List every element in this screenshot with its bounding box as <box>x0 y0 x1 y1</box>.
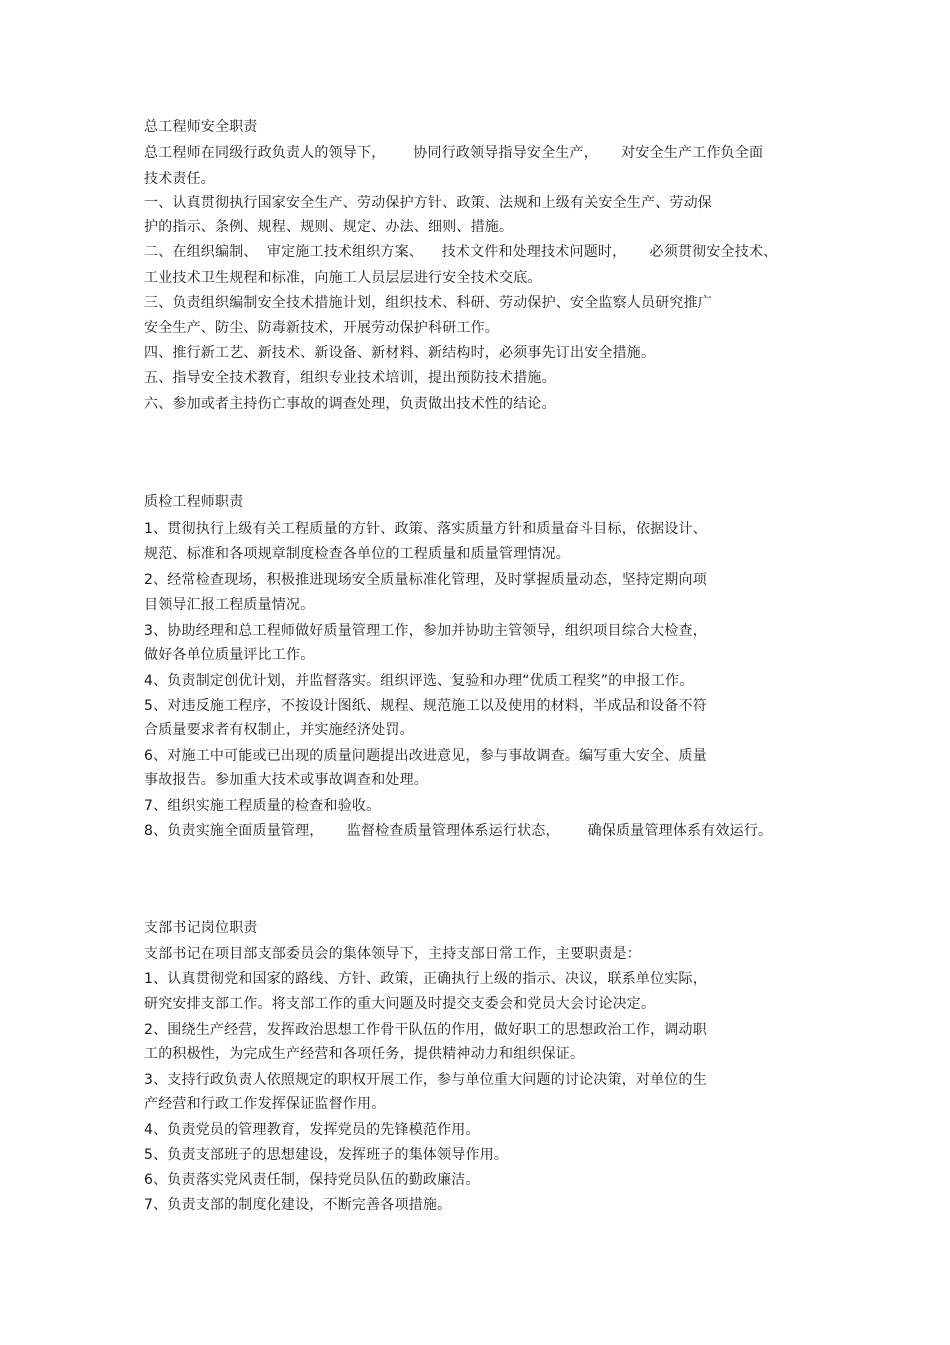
paragraph-line: 8、负责实施全面质量管理， 监督检查质量管理体系运行状态， 确保质量管理体系有效运行。 <box>144 823 773 839</box>
paragraph-line: 2、经常检查现场，积极推进现场安全质量标准化管理，及时掌握质量动态，坚持定期向项 <box>144 572 707 588</box>
paragraph-line: 做好各单位质量评比工作。 <box>144 647 315 663</box>
paragraph-line: 护的指示、条例、规程、规则、规定、办法、细则、措施。 <box>144 219 514 235</box>
section-title: 质检工程师职责 <box>144 494 244 510</box>
paragraph-line: 产经营和行政工作发挥保证监督作用。 <box>144 1096 386 1112</box>
paragraph-line: 1、贯彻执行上级有关工程质量的方针、政策、落实质量方针和质量奋斗目标，依据设计、 <box>144 521 707 537</box>
paragraph-line: 2、围绕生产经营，发挥政治思想工作骨干队伍的作用，做好职工的思想政治工作，调动职 <box>144 1022 707 1038</box>
paragraph-line: 支部书记在项目部支部委员会的集体领导下，主持支部日常工作，主要职责是： <box>144 946 641 962</box>
paragraph-line: 7、负责支部的制度化建设，不断完善各项措施。 <box>144 1197 452 1213</box>
paragraph-line: 五、指导安全技术教育，组织专业技术培训，提出预防技术措施。 <box>144 370 556 386</box>
paragraph-line: 4、负责党员的管理教育，发挥党员的先锋模范作用。 <box>144 1122 480 1138</box>
paragraph-line: 工业技术卫生规程和标准，向施工人员层层进行安全技术交底。 <box>144 270 542 286</box>
section-title: 支部书记岗位职责 <box>144 920 258 936</box>
paragraph-line: 总工程师在同级行政负责人的领导下， 协同行政领导指导安全生产， 对安全生产工作负全面 <box>144 145 764 161</box>
paragraph-line: 规范、标准和各项规章制度检查各单位的工程质量和质量管理情况。 <box>144 546 570 562</box>
paragraph-line: 一、认真贯彻执行国家安全生产、劳动保护方针、政策、法规和上级有关安全生产、劳动保 <box>144 195 712 211</box>
paragraph-line: 3、协助经理和总工程师做好质量管理工作，参加并协助主管领导，组织项目综合大检查， <box>144 623 707 639</box>
paragraph-line: 1、认真贯彻党和国家的路线、方针、政策，正确执行上级的指示、决议，联系单位实际， <box>144 971 707 987</box>
section-title: 总工程师安全职责 <box>144 119 258 135</box>
paragraph-line: 6、对施工中可能或已出现的质量问题提出改进意见，参与事故调查。编写重大安全、质量 <box>144 748 707 764</box>
paragraph-line: 研究安排支部工作。将支部工作的重大问题及时提交支委会和党员大会讨论决定。 <box>144 996 656 1012</box>
paragraph-line: 四、推行新工艺、新技术、新设备、新材料、新结构时，必须事先订出安全措施。 <box>144 345 656 361</box>
paragraph-line: 事故报告。参加重大技术或事故调查和处理。 <box>144 772 428 788</box>
paragraph-line: 7、组织实施工程质量的检查和验收。 <box>144 798 381 814</box>
paragraph-line: 5、负责支部班子的思想建设，发挥班子的集体领导作用。 <box>144 1147 509 1163</box>
paragraph-line: 安全生产、防尘、防毒新技术，开展劳动保护科研工作。 <box>144 320 499 336</box>
paragraph-line: 技术责任。 <box>144 171 215 187</box>
paragraph-line: 6、负责落实党风责任制，保持党员队伍的勤政廉洁。 <box>144 1172 480 1188</box>
paragraph-line: 二、在组织编制、 审定施工技术组织方案、 技术文件和处理技术问题时， 必须贯彻安全技术、 <box>144 244 778 260</box>
paragraph-line: 3、支持行政负责人依照规定的职权开展工作，参与单位重大问题的讨论决策，对单位的生 <box>144 1072 707 1088</box>
paragraph-line: 5、对违反施工程序，不按设计图纸、规程、规范施工以及使用的材料，半成品和设备不符 <box>144 698 707 714</box>
paragraph-line: 4、负责制定创优计划，并监督落实。组织评选、复验和办理“优质工程奖”的申报工作。 <box>144 673 694 689</box>
paragraph-line: 目领导汇报工程质量情况。 <box>144 597 315 613</box>
paragraph-line: 三、负责组织编制安全技术措施计划，组织技术、科研、劳动保护、安全监察人员研究推广 <box>144 295 712 311</box>
paragraph-line: 六、参加或者主持伤亡事故的调查处理，负责做出技术性的结论。 <box>144 396 556 412</box>
paragraph-line: 合质量要求者有权制止，并实施经济处罚。 <box>144 722 414 738</box>
paragraph-line: 工的积极性，为完成生产经营和各项任务，提供精神动力和组织保证。 <box>144 1046 585 1062</box>
